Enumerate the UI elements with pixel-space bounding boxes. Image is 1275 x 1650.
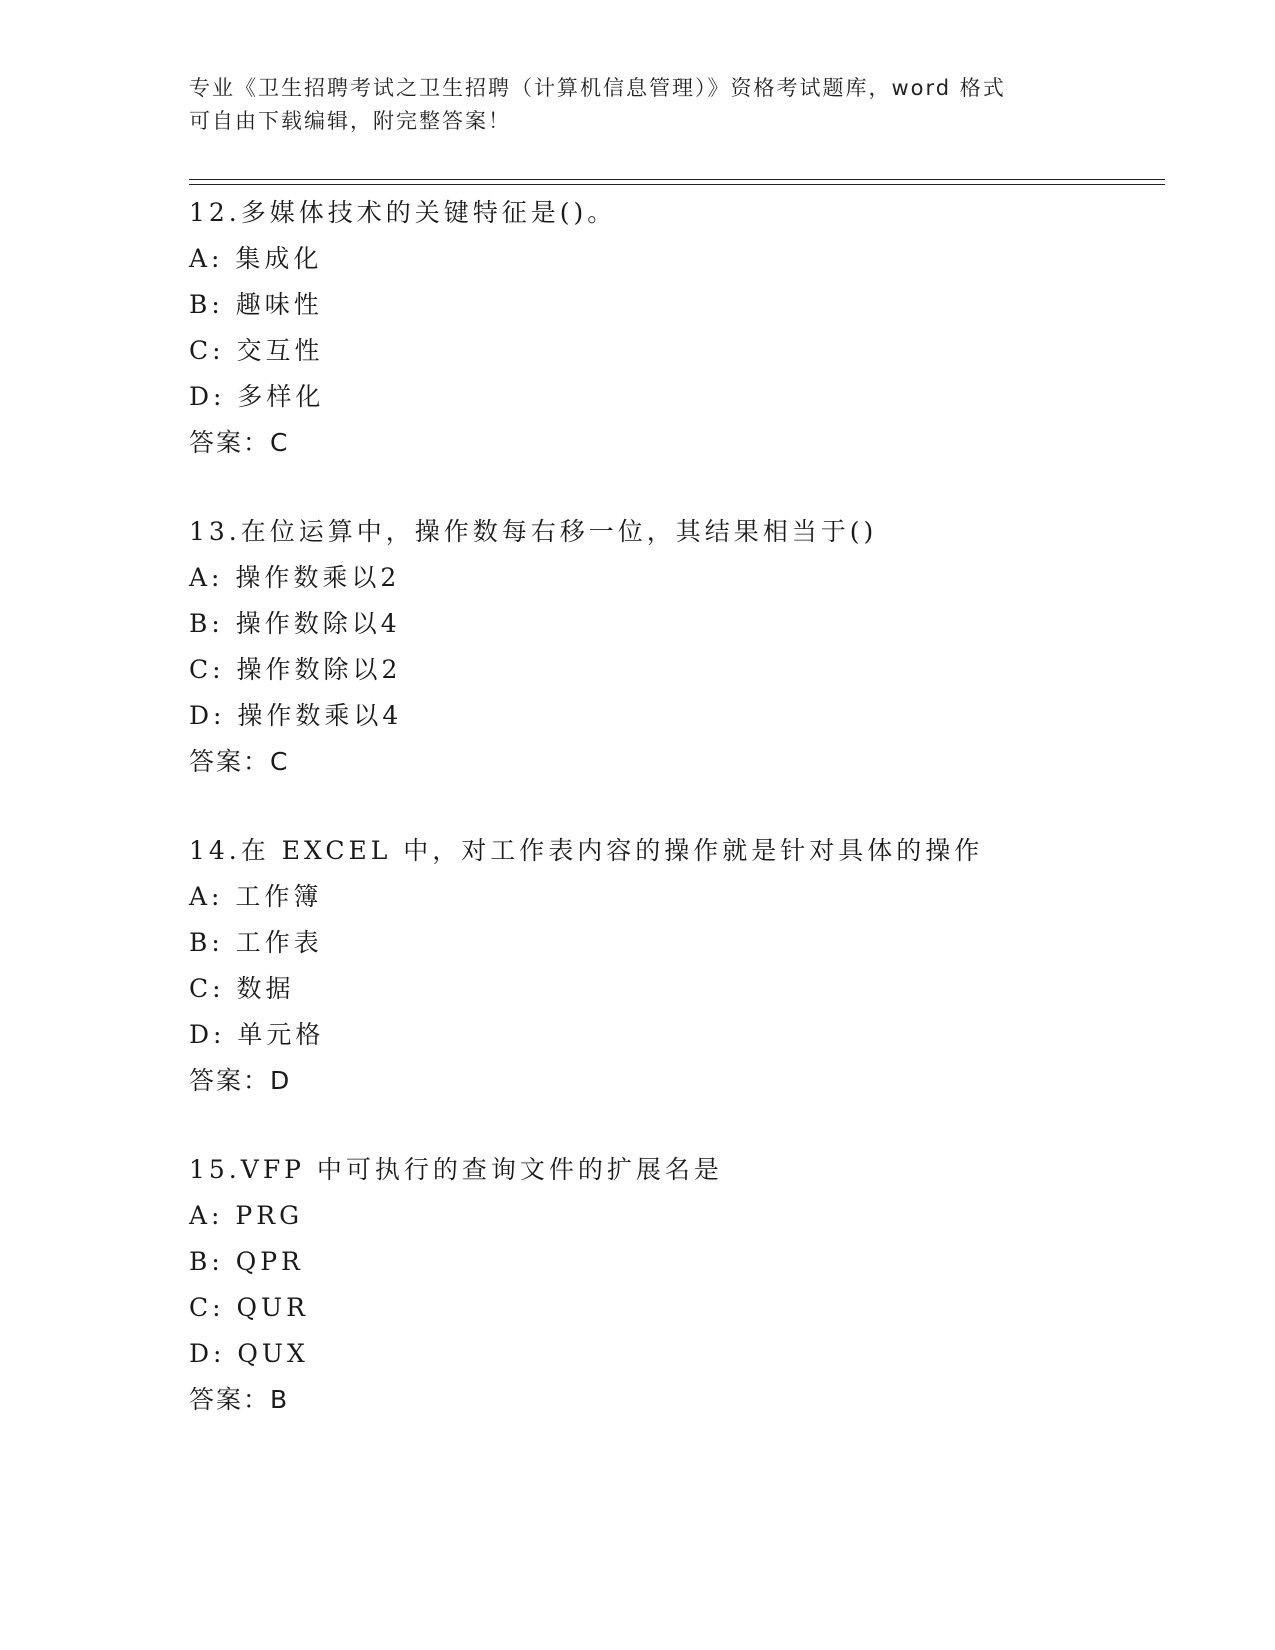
option-b: B: 工作表 <box>189 928 323 957</box>
option-c: C: QUR <box>189 1293 309 1322</box>
header-divider-top <box>189 179 1165 180</box>
option-c: C: 操作数除以2 <box>189 655 402 684</box>
header-line-1: 专业《卫生招聘考试之卫生招聘（计算机信息管理）》资格考试题库，word 格式 <box>189 76 1006 100</box>
answer-label: 答案：C <box>189 747 290 776</box>
question-list <box>189 190 1165 1466</box>
question-stem: 12.多媒体技术的关键特征是()。 <box>189 198 617 227</box>
option-a: A: 集成化 <box>189 244 323 273</box>
question-14 <box>189 828 1165 1147</box>
option-c: C: 交互性 <box>189 336 324 365</box>
option-a: A: PRG <box>189 1201 304 1230</box>
option-a: A: 操作数乘以2 <box>189 563 401 592</box>
document-header <box>189 72 1089 138</box>
question-stem: 13.在位运算中，操作数每右移一位，其结果相当于() <box>189 517 878 546</box>
option-a: A: 工作簿 <box>189 882 323 911</box>
header-divider-bottom <box>189 184 1165 185</box>
option-d: D: 操作数乘以4 <box>189 701 403 730</box>
option-c: C: 数据 <box>189 974 295 1003</box>
option-b: B: 操作数除以4 <box>189 609 401 638</box>
question-12 <box>189 190 1165 509</box>
header-line-2: 可自由下载编辑，附完整答案！ <box>189 109 511 133</box>
question-stem: 14.在 EXCEL 中，对工作表内容的操作就是针对具体的操作 <box>189 836 984 865</box>
answer-label: 答案：C <box>189 428 290 457</box>
question-13 <box>189 509 1165 828</box>
option-d: D: 多样化 <box>189 382 325 411</box>
question-stem: 15.VFP 中可执行的查询文件的扩展名是 <box>189 1155 723 1184</box>
question-15 <box>189 1147 1165 1466</box>
option-d: D: QUX <box>189 1339 309 1368</box>
option-d: D: 单元格 <box>189 1020 325 1049</box>
answer-label: 答案：B <box>189 1385 290 1414</box>
option-b: B: 趣味性 <box>189 290 323 319</box>
option-b: B: QPR <box>189 1247 304 1276</box>
answer-label: 答案：D <box>189 1066 292 1095</box>
